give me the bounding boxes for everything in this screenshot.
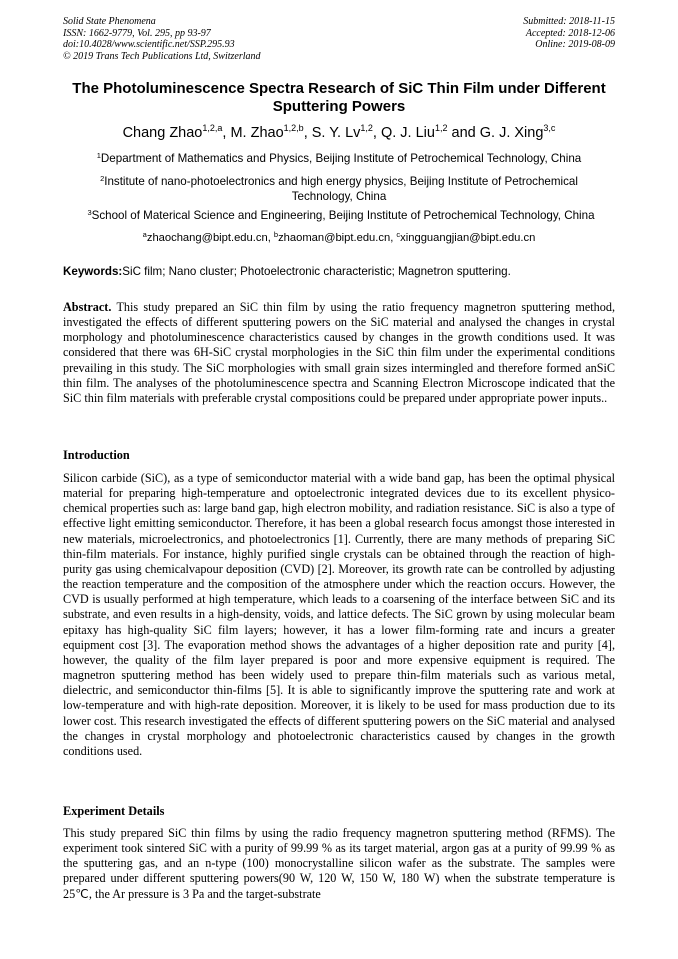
experiment-paragraph: This study prepared SiC thin films by using the radio frequency magnetron sputtering method (RFMS). The experiment took sintered SiC with a purity of 99.99 % as its target material, argon gas at a purity of 99.99 % as the sputtering gas, and an n-type (100) monocrystalline silicon wafer as the substrate. The samples were prepared under different sputtering powers(90 W, 120 W, 150 W, 180 W) when the substrate temperature is 25℃, the Ar pressure is 3 Pa and the target-substrate: [63, 826, 615, 901]
journal-doi[interactable]: doi:10.4028/www.scientific.net/SSP.295.93: [63, 39, 235, 50]
journal-copyright: © 2019 Trans Tech Publications Ltd, Switzerland: [63, 50, 261, 62]
keywords-label: Keywords:: [63, 265, 123, 278]
author: G. J. Xing$^{3,c}$: [479, 123, 556, 141]
author: Chang Zhao$^{1,2,a}$,: [122, 123, 231, 141]
email-link[interactable]: $^c$xingguangjian@bipt.edu.cn: [396, 230, 536, 244]
abstract-text: This study prepared an SiC thin film by using the ratio frequency magnetron sputtering method, investigated the effects of different sputtering powers on the SiC material and analysed the changes in crystal morphology and photoluminescence characteristics caused by changes in the growth conditions used. It was considered that there was 6H-SiC crystal morphologies in the SiC thin film under the experimental conditions prevailing in this study. The SiC morphologies with small grain sizes intermingled and therefore formed anSiC thin film. The analyses of the photoluminescence spectra and Scanning Electron Microscope indicated that the SiC thin film materials with preferable crystal compositions could be prepared under appropriate power inputs..: [63, 300, 615, 405]
author: Q. J. Liu$^{1,2}$ and: [380, 123, 480, 141]
author-emails: $^a$zhaochang@bipt.edu.cn, $^b$zhaoman@bipt.edu.cn, $^c$xingguangjian@bipt.edu.cn: [142, 230, 536, 244]
keywords-text: SiC film; Nano cluster; Photoelectronic characteristic; Magnetron sputtering.: [122, 265, 511, 278]
affiliation-2: $^2$Institute of nano-photoelectronics and high energy physics, Beijing Institute of Petrochemical Technology, China: [100, 174, 578, 203]
abstract: [63, 300, 615, 406]
email-link[interactable]: $^b$zhaoman@bipt.edu.cn: [273, 230, 391, 244]
publication-dates: [523, 16, 615, 51]
date-submitted: Submitted: 2018-11-15: [523, 16, 615, 27]
keywords: [63, 264, 615, 279]
date-accepted: Accepted: 2018-12-06: [525, 27, 615, 39]
page-header: [63, 16, 615, 64]
author: M. Zhao$^{1,2,b}$,: [230, 123, 312, 141]
paper-title: The Photoluminescence Spectra Research of SiC Thin Film under Different Sputtering Powers: [72, 80, 606, 115]
journal-info: [63, 16, 261, 62]
author: S. Y. Lv$^{1,2}$,: [311, 123, 381, 141]
journal-name: Solid State Phenomena: [63, 16, 156, 27]
section-heading-introduction: Introduction: [63, 448, 130, 462]
email-link[interactable]: $^a$zhaochang@bipt.edu.cn: [142, 230, 268, 244]
date-online: Online: 2019-08-09: [535, 39, 615, 50]
author-list: [50, 124, 628, 142]
introduction-paragraph: Silicon carbide (SiC), as a type of semiconductor material with a wide band gap, has been the optimal physical material for preparing high-temperature and optoelectronic integrated devices due to its excellent physico-chemical properties such as: large band gap, high electron mobility, and radiation resistance. SiC is also a type of effective light emitting semiconductor. Therefore, it has been a global research focus amongst those interested in new materials, microelectronics, and photoelectronics [1]. Currently, there are many methods of preparing SiC thin-film materials. For instance, highly purified single crystals can be obtained through the reaction of high-purity gas using chemicalvapour deposition (CVD) [2]. Moreover, its growth rate can be controlled by adjusting the reaction temperature and the composition of the atmosphere under which the reaction occurs. However, the CVD is usually performed at high temperature, which leads to a coarsening of the interface between SiC and its substrate, and even results in a high-density, voids, and lattice defects. The SiC grown by using molecular beam epitaxy has high-quality SiC film layers; however, it has a lower film-forming rate and incurs a greater equipment cost [3]. The evaporation method shows the advantages of a higher deposition rate and purity [4], however, the quality of the film layer prepared is poor and more expensive equipment is required. The magnetron sputtering method has been widely used to prepare thin-film materials such as various metal, dielectric, and semiconductor thin-films [5]. It is able to significantly improve the sputtering rate and work at low-temperature and with high-rate deposition. Moreover, it is likely to be used for mass production due to its lower cost. This research investigated the effects of different sputtering powers on the SiC material and analysed the changes in crystal morphology and photoelectronic characteristics caused by changes in the growth conditions used.: [63, 471, 615, 758]
affiliation-1: $^1$Department of Mathematics and Physics, Beijing Institute of Petrochemical Technology, China: [96, 151, 582, 165]
journal-issn: ISSN: 1662-9779, Vol. 295, pp 93-97: [63, 27, 211, 39]
abstract-label: Abstract.: [63, 300, 112, 314]
section-heading-experiment: Experiment Details: [63, 804, 165, 818]
affiliation-3: $^3$School of Materical Science and Engineering, Beijing Institute of Petrochemical Technology, China: [87, 208, 595, 222]
